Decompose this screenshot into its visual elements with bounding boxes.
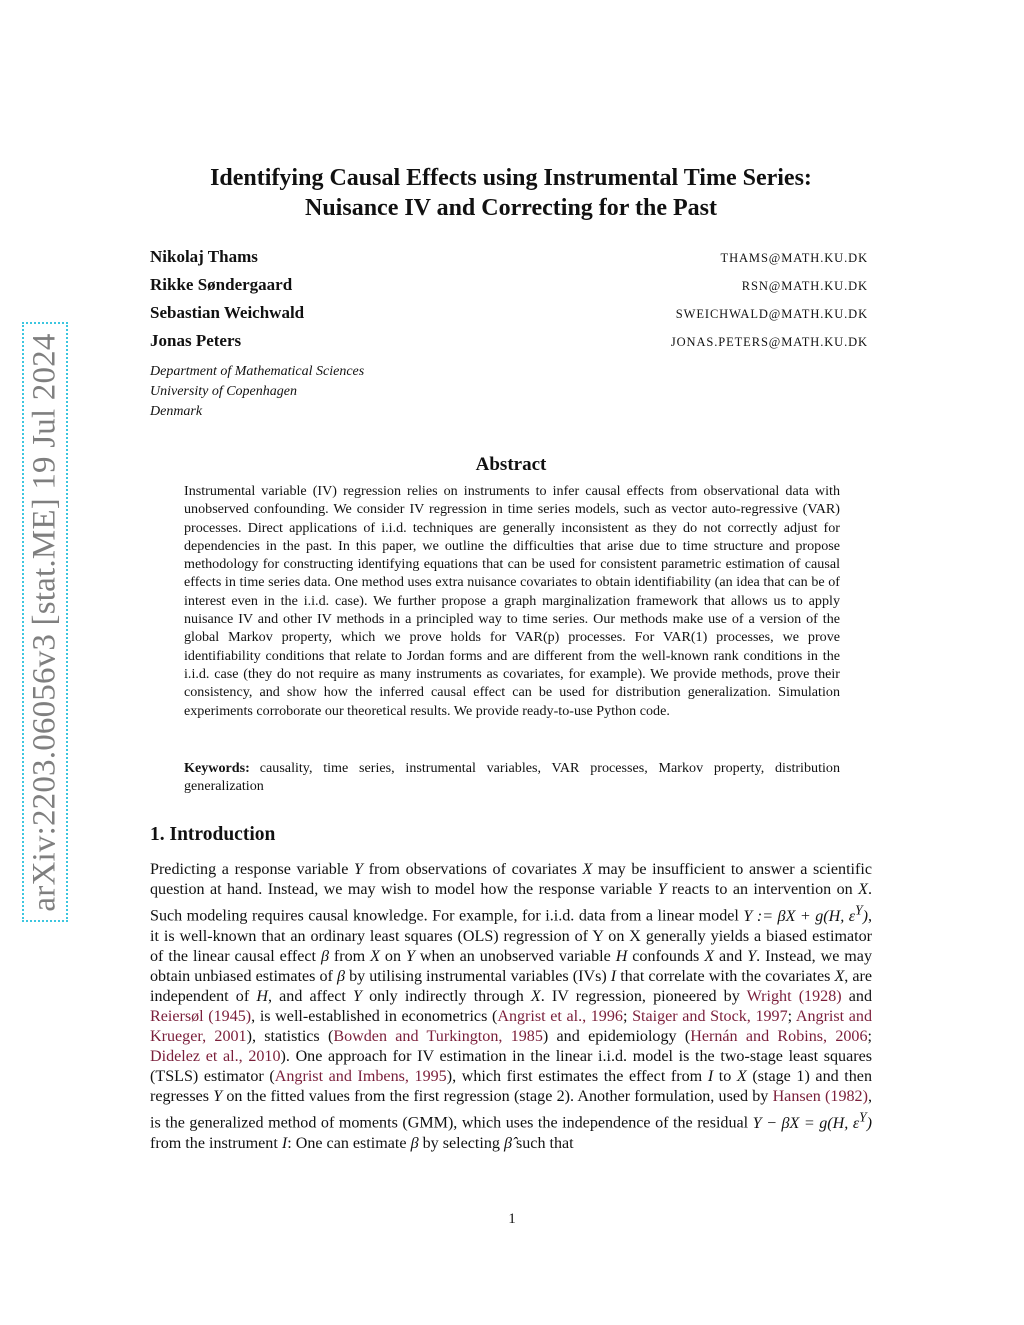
citation-link[interactable]: Angrist and Imbens, 1995 xyxy=(274,1068,447,1086)
author-row xyxy=(150,275,868,299)
author-email[interactable]: THAMS@MATH.KU.DK xyxy=(720,251,868,265)
abstract-heading: Abstract xyxy=(475,454,547,475)
citation-link[interactable]: Didelez et al., 2010 xyxy=(150,1048,281,1066)
section-heading-introduction: 1. Introduction xyxy=(150,824,276,845)
keywords xyxy=(184,759,840,796)
introduction-paragraph: Predicting a response variable Y from observations of covariates X may be insufficient to answer a scientific question at hand. Instead, we may wish to model how the response variable Y reacts to an intervention on X. Such modeling requires causal knowledge. For example, for i.i.d. data from a linear model Y := βX + g(H, $\varepsilon^Y$), it is well-known that an ordinary least squares (OLS) regression of Y on X generally yields a biased estimator of the linear causal effect β from X on Y when an unobserved variable H confounds X and Y. Instead, we may obtain unbiased estimates of β by utilising instrumental variables (IVs) I that correlate with the covariates X, are independent of H, and affect Y only indirectly through X. IV regression, pioneered by Wright (1928) and Reiersøl (1945), is well-established in econometrics (Angrist et al., 1996; Staiger and Stock, 1997; Angrist and Krueger, 2001), statistics (Bowden and Turkington, 1985) and epidemiology (Hernán and Robins, 2006; Didelez et al., 2010). One approach for IV estimation in the linear i.i.d. model is the two-stage least squares (TSLS) estimator (Angrist and Imbens, 1995), which first estimates the effect from I to X (stage 1) and then regresses Y on the fitted values from the first regression (stage 2). Another formulation, used by Hansen (1982), is the generalized method of moments (GMM), which uses the independence of the residual Y − βX = g(H, $\varepsilon^Y$) from the instrument I: One can estimate β by selecting β̂ such that xyxy=(150,861,873,1152)
affiliation-country: Denmark xyxy=(150,404,203,419)
author-email[interactable]: JONAS.PETERS@MATH.KU.DK xyxy=(670,335,868,349)
title-line-1: Identifying Causal Effects using Instrumental Time Series: xyxy=(210,165,812,191)
author-name: Jonas Peters xyxy=(150,331,242,350)
affiliation xyxy=(150,362,364,422)
equation-linear-model: Y := βX + g(H, $\varepsilon^Y$) xyxy=(743,902,868,925)
citation-link[interactable]: Bowden and Turkington, 1985 xyxy=(333,1028,543,1046)
citation-link[interactable]: Reiersøl (1945) xyxy=(150,1008,252,1026)
affiliation-university: University of Copenhagen xyxy=(150,384,297,399)
paper-title xyxy=(150,163,872,223)
citation-link[interactable]: Angrist and Krueger, 2001 xyxy=(150,1008,873,1046)
author-row xyxy=(150,247,868,271)
equation-residual: Y − βX = g(H, $\varepsilon^Y$) xyxy=(752,1109,872,1132)
author-name: Sebastian Weichwald xyxy=(150,303,305,322)
page-number: 1 xyxy=(508,1211,516,1227)
author-email[interactable]: SWEICHWALD@MATH.KU.DK xyxy=(675,307,868,321)
title-line-2: Nuisance IV and Correcting for the Past xyxy=(305,195,717,221)
keywords-label: Keywords: xyxy=(184,760,250,776)
arxiv-identifier: arXiv:2203.06056v3 [stat.ME] 19 Jul 2024 xyxy=(26,332,63,912)
citation-link[interactable]: Wright (1928) xyxy=(746,987,842,1005)
abstract-text: Instrumental variable (IV) regression relies on instruments to infer causal effects from observational data with unobserved confounding. We consider IV regression in time series models, such as vector auto-regressive (VAR) processes. Direct applications of i.i.d. techniques are generally inconsistent as they do not correctly adjust for dependencies in the past. In this paper, we outline the difficulties that arise due to time structure and propose methodology for constructing identifying equations that can be used for consistent parametric estimation of causal effects in time series data. One method uses extra nuisance covariates to obtain identifiability (an idea that can be of interest even in the i.i.d. case). We further propose a graph marginalization framework that allows us to apply nuisance IV and other IV methods in a principled way to time series. Our methods make use of a version of the global Markov property, which we prove holds for VAR(p) processes. For VAR(1) processes, we prove identifiability conditions that relate to Jordan forms and are different from the well-known rank conditions in the i.i.d. case (they do not require as many instruments as covariates, for example). We provide methods, prove their consistency, and show how the inferred causal effect can be used for distribution generalization. Simulation experiments corroborate our theoretical results. We provide ready-to-use Python code. xyxy=(184,483,840,719)
keywords-text: causality, time series, instrumental variables, VAR processes, Markov property, distribution generalization xyxy=(184,760,840,795)
author-email[interactable]: RSN@MATH.KU.DK xyxy=(741,279,868,293)
citation-link[interactable]: Staiger and Stock, 1997 xyxy=(632,1008,788,1026)
author-name: Nikolaj Thams xyxy=(150,247,258,266)
citation-link[interactable]: Hansen (1982) xyxy=(772,1088,868,1106)
author-row xyxy=(150,331,868,355)
citation-link[interactable]: Angrist et al., 1996 xyxy=(497,1008,623,1026)
affiliation-department: Department of Mathematical Sciences xyxy=(150,364,365,379)
arxiv-sidebar-stamp xyxy=(22,322,68,922)
author-row xyxy=(150,303,868,327)
citation-link[interactable]: Hernán and Robins, 2006 xyxy=(690,1028,868,1046)
author-name: Rikke Søndergaard xyxy=(150,275,293,294)
